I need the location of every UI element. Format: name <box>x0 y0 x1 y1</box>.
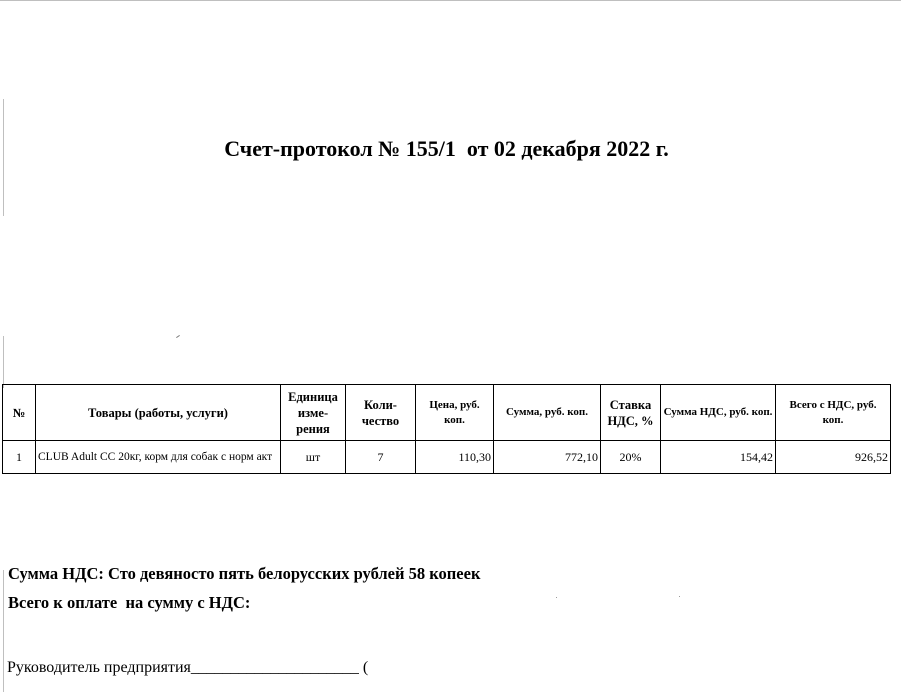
stray-dot <box>679 596 680 597</box>
header-goods: Товары (работы, услуги) <box>36 385 281 441</box>
header-num: № <box>3 385 36 441</box>
total-payable-text: Всего к оплате на сумму с НДС: <box>8 593 251 612</box>
cell-unit: шт <box>281 441 346 474</box>
cell-price: 110,30 <box>416 441 494 474</box>
items-table <box>2 384 891 474</box>
cell-qty: 7 <box>346 441 416 474</box>
stray-mark <box>176 335 180 338</box>
table-header-row <box>3 385 891 441</box>
header-total: Всего с НДС, руб. коп. <box>776 385 891 441</box>
header-qty: Коли-чество <box>346 385 416 441</box>
header-vat-sum: Сумма НДС, руб. коп. <box>661 385 776 441</box>
document-title: Счет-протокол № 155/1 от 02 декабря 2022 г. <box>224 136 669 161</box>
cell-vat-rate: 20% <box>601 441 661 474</box>
header-price: Цена, руб. коп. <box>416 385 494 441</box>
table-row <box>3 441 891 474</box>
cell-goods: CLUB Adult CC 20кг, корм для собак с норм акт <box>36 441 281 474</box>
header-unit: Единица изме-рения <box>281 385 346 441</box>
page-top-border <box>0 0 901 1</box>
cell-total: 926,52 <box>776 441 891 474</box>
cell-sum: 772,10 <box>494 441 601 474</box>
left-margin-line-bottom <box>3 570 4 692</box>
left-margin-line-middle <box>3 336 4 388</box>
header-vat-rate: Ставка НДС, % <box>601 385 661 441</box>
director-signature-line: Руководитель предприятия_____________________ ( <box>7 659 369 676</box>
cell-num: 1 <box>3 441 36 474</box>
vat-amount-text: Сумма НДС: Сто девяносто пять белорусских рублей 58 копеек <box>8 564 481 583</box>
stray-dot <box>556 597 557 598</box>
cell-vat-sum: 154,42 <box>661 441 776 474</box>
header-sum: Сумма, руб. коп. <box>494 385 601 441</box>
